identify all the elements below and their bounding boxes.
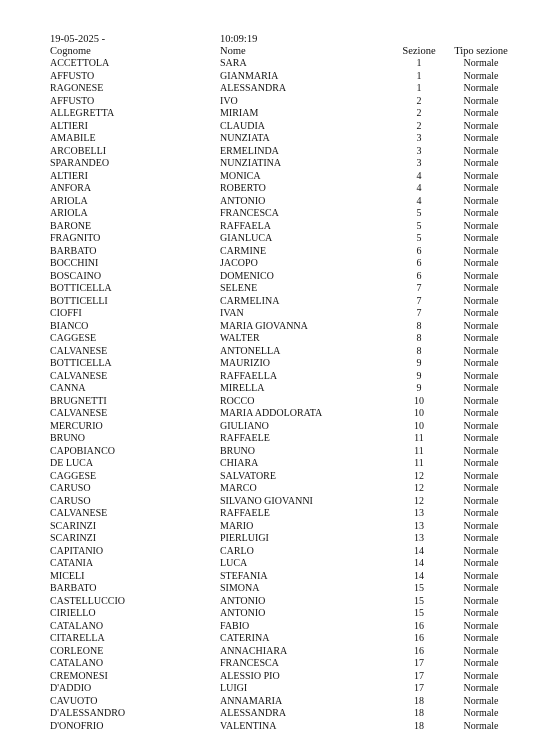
cell-cognome: SPARANDEO xyxy=(50,158,110,169)
cell-sezione: 9 xyxy=(416,383,422,394)
cell-nome: SILVANO GIOVANNI xyxy=(220,495,313,507)
print-date: 19-05-2025 - xyxy=(50,34,106,45)
cell-tipo-sezione: Normale xyxy=(463,658,499,669)
header-sezione: Sezione xyxy=(402,46,436,57)
table-row xyxy=(0,633,558,646)
cell-sezione: 1 xyxy=(416,58,422,69)
cell-nome: CARLO xyxy=(220,545,254,557)
cell-nome: FABIO xyxy=(220,620,250,632)
cell-cognome: CALVANESE xyxy=(50,345,108,357)
table-row xyxy=(0,83,558,96)
cell-sezione: 3 xyxy=(416,145,422,157)
table-row xyxy=(0,608,558,621)
cell-nome: MARCO xyxy=(220,483,257,494)
cell-cognome: CAGGESE xyxy=(50,470,97,482)
cell-nome: ERMELINDA xyxy=(220,145,279,157)
cell-tipo-sezione: Normale xyxy=(463,245,499,257)
cell-nome: ANTONIO xyxy=(220,195,266,207)
cell-cognome: D'ONOFRIO xyxy=(50,720,104,732)
cell-sezione: 8 xyxy=(416,333,422,344)
cell-nome: SALVATORE xyxy=(220,470,276,482)
cell-cognome: CITARELLA xyxy=(50,633,105,644)
cell-cognome: CARUSO xyxy=(50,483,91,494)
cell-nome: ALESSIO PIO xyxy=(220,670,280,682)
cell-cognome: CREMONESI xyxy=(50,670,108,682)
table-row xyxy=(0,558,558,571)
cell-sezione: 6 xyxy=(416,270,422,282)
cell-nome: CHIARA xyxy=(220,458,259,469)
cell-sezione: 14 xyxy=(414,558,424,569)
cell-nome: MARIA ADDOLORATA xyxy=(220,408,323,419)
cell-sezione: 2 xyxy=(416,108,422,119)
table-row xyxy=(0,58,558,71)
cell-nome: CARMINE xyxy=(220,245,267,257)
table-row xyxy=(0,296,558,309)
table-row xyxy=(0,171,558,184)
cell-sezione: 16 xyxy=(414,620,424,632)
cell-tipo-sezione: Normale xyxy=(463,608,499,619)
cell-sezione: 18 xyxy=(414,720,424,732)
cell-nome: SELENE xyxy=(220,283,258,294)
cell-sezione: 4 xyxy=(416,170,422,182)
cell-tipo-sezione: Normale xyxy=(463,95,499,107)
cell-nome: GIANMARIA xyxy=(220,70,279,82)
cell-cognome: ARCOBELLI xyxy=(50,145,107,157)
print-time: 10:09:19 xyxy=(220,34,258,45)
cell-cognome: DE LUCA xyxy=(50,458,94,469)
table-row xyxy=(0,196,558,209)
cell-nome: ALESSANDRA xyxy=(220,708,287,719)
table-row xyxy=(0,271,558,284)
cell-tipo-sezione: Normale xyxy=(463,120,499,132)
cell-cognome: CIOFFI xyxy=(50,308,82,319)
cell-cognome: BOTTICELLI xyxy=(50,295,108,307)
table-row xyxy=(0,658,558,671)
cell-cognome: CAPITANIO xyxy=(50,545,104,557)
table-row xyxy=(0,121,558,134)
cell-sezione: 2 xyxy=(416,120,422,132)
table-row xyxy=(0,146,558,159)
cell-nome: MAURIZIO xyxy=(220,358,270,369)
cell-cognome: BOCCHINI xyxy=(50,258,99,269)
cell-tipo-sezione: Normale xyxy=(463,108,499,119)
table-row xyxy=(0,333,558,346)
cell-nome: RAFFAELA xyxy=(220,220,271,232)
cell-tipo-sezione: Normale xyxy=(463,533,499,544)
cell-cognome: AMABILE xyxy=(50,133,96,144)
cell-sezione: 10 xyxy=(414,395,424,407)
cell-sezione: 14 xyxy=(414,570,424,582)
cell-tipo-sezione: Normale xyxy=(463,258,499,269)
cell-nome: RAFFAELE xyxy=(220,433,270,444)
cell-tipo-sezione: Normale xyxy=(463,83,499,94)
cell-sezione: 3 xyxy=(416,158,422,169)
table-row xyxy=(0,583,558,596)
table-header xyxy=(0,45,558,58)
table-row xyxy=(0,421,558,434)
cell-sezione: 11 xyxy=(414,445,424,457)
table-row xyxy=(0,183,558,196)
cell-nome: RAFFAELE xyxy=(220,508,270,519)
cell-cognome: BOTTICELLA xyxy=(50,358,112,369)
table-row xyxy=(0,696,558,709)
table-row xyxy=(0,571,558,584)
cell-sezione: 8 xyxy=(416,345,422,357)
cell-tipo-sezione: Normale xyxy=(463,333,499,344)
cell-nome: ANTONIO xyxy=(220,595,266,607)
cell-sezione: 17 xyxy=(414,658,424,669)
cell-cognome: CATALANO xyxy=(50,658,104,669)
cell-sezione: 10 xyxy=(414,420,424,432)
cell-tipo-sezione: Normale xyxy=(463,233,499,244)
header-tipo-sezione: Tipo sezione xyxy=(454,46,508,57)
cell-cognome: MERCURIO xyxy=(50,420,103,432)
table-row xyxy=(0,508,558,521)
cell-sezione: 8 xyxy=(416,320,422,332)
cell-tipo-sezione: Normale xyxy=(463,595,499,607)
cell-cognome: SCARINZI xyxy=(50,533,97,544)
cell-tipo-sezione: Normale xyxy=(463,220,499,232)
cell-cognome: BRUNO xyxy=(50,433,86,444)
cell-cognome: CALVANESE xyxy=(50,370,108,382)
cell-cognome: CALVANESE xyxy=(50,408,108,419)
cell-sezione: 2 xyxy=(416,95,422,107)
cell-nome: GIANLUCA xyxy=(220,233,273,244)
table-row xyxy=(0,546,558,559)
table-row xyxy=(0,433,558,446)
cell-tipo-sezione: Normale xyxy=(463,720,499,732)
cell-sezione: 12 xyxy=(414,495,424,507)
cell-cognome: ARIOLA xyxy=(50,208,88,219)
cell-tipo-sezione: Normale xyxy=(463,633,499,644)
table-row xyxy=(0,96,558,109)
header-cognome: Cognome xyxy=(50,46,91,57)
cell-tipo-sezione: Normale xyxy=(463,445,499,457)
table-row xyxy=(0,458,558,471)
cell-tipo-sezione: Normale xyxy=(463,195,499,207)
cell-sezione: 12 xyxy=(414,483,424,494)
cell-cognome: D'ALESSANDRO xyxy=(50,708,126,719)
cell-tipo-sezione: Normale xyxy=(463,70,499,82)
cell-tipo-sezione: Normale xyxy=(463,670,499,682)
cell-cognome: ARIOLA xyxy=(50,195,88,207)
cell-nome: VALENTINA xyxy=(220,720,277,732)
table-row xyxy=(0,108,558,121)
cell-sezione: 6 xyxy=(416,245,422,257)
cell-cognome: SCARINZI xyxy=(50,520,97,532)
cell-tipo-sezione: Normale xyxy=(463,358,499,369)
cell-nome: MIRELLA xyxy=(220,383,265,394)
cell-cognome: BOTTICELLA xyxy=(50,283,112,294)
cell-tipo-sezione: Normale xyxy=(463,483,499,494)
table-row xyxy=(0,408,558,421)
cell-tipo-sezione: Normale xyxy=(463,708,499,719)
cell-cognome: RAGONESE xyxy=(50,83,104,94)
cell-sezione: 15 xyxy=(414,583,424,594)
table-row xyxy=(0,371,558,384)
cell-cognome: FRAGNITO xyxy=(50,233,101,244)
cell-nome: MARIO xyxy=(220,520,254,532)
cell-sezione: 9 xyxy=(416,358,422,369)
table-row xyxy=(0,621,558,634)
cell-sezione: 7 xyxy=(416,283,422,294)
cell-sezione: 11 xyxy=(414,433,424,444)
cell-cognome: ALTIERI xyxy=(50,120,88,132)
table-row xyxy=(0,646,558,659)
cell-tipo-sezione: Normale xyxy=(463,345,499,357)
cell-tipo-sezione: Normale xyxy=(463,133,499,144)
cell-tipo-sezione: Normale xyxy=(463,383,499,394)
table-row xyxy=(0,671,558,684)
cell-nome: MARIA GIOVANNA xyxy=(220,320,308,332)
cell-nome: WALTER xyxy=(220,333,260,344)
cell-nome: DOMENICO xyxy=(220,270,274,282)
table-row xyxy=(0,321,558,334)
cell-cognome: AFFUSTO xyxy=(50,95,95,107)
cell-sezione: 15 xyxy=(414,595,424,607)
cell-sezione: 1 xyxy=(416,83,422,94)
table-row xyxy=(0,521,558,534)
cell-cognome: BARBATO xyxy=(50,245,97,257)
table-row xyxy=(0,496,558,509)
table-row xyxy=(0,133,558,146)
cell-sezione: 12 xyxy=(414,470,424,482)
cell-tipo-sezione: Normale xyxy=(463,308,499,319)
cell-nome: ANTONIO xyxy=(220,608,266,619)
cell-sezione: 17 xyxy=(414,683,424,694)
table-row xyxy=(0,283,558,296)
header-nome: Nome xyxy=(220,46,246,57)
cell-nome: ROBERTO xyxy=(220,183,266,194)
cell-tipo-sezione: Normale xyxy=(463,370,499,382)
cell-cognome: ACCETTOLA xyxy=(50,58,110,69)
cell-sezione: 5 xyxy=(416,220,422,232)
table-row xyxy=(0,683,558,696)
cell-tipo-sezione: Normale xyxy=(463,583,499,594)
table-row xyxy=(0,308,558,321)
cell-cognome: CIRIELLO xyxy=(50,608,96,619)
table-row xyxy=(0,471,558,484)
table-row xyxy=(0,533,558,546)
cell-sezione: 18 xyxy=(414,708,424,719)
table-row xyxy=(0,158,558,171)
cell-tipo-sezione: Normale xyxy=(463,645,499,657)
cell-sezione: 15 xyxy=(414,608,424,619)
cell-cognome: MICELI xyxy=(50,570,85,582)
cell-cognome: CAGGESE xyxy=(50,333,97,344)
cell-tipo-sezione: Normale xyxy=(463,545,499,557)
cell-tipo-sezione: Normale xyxy=(463,58,499,69)
cell-sezione: 13 xyxy=(414,520,424,532)
cell-cognome: CASTELLUCCIO xyxy=(50,595,125,607)
cell-tipo-sezione: Normale xyxy=(463,183,499,194)
cell-sezione: 10 xyxy=(414,408,424,419)
table-row xyxy=(0,358,558,371)
table-row xyxy=(0,446,558,459)
table-row xyxy=(0,596,558,609)
cell-tipo-sezione: Normale xyxy=(463,570,499,582)
cell-tipo-sezione: Normale xyxy=(463,520,499,532)
cell-nome: ALESSANDRA xyxy=(220,83,287,94)
cell-cognome: ALLEGRETTA xyxy=(50,108,115,119)
cell-tipo-sezione: Normale xyxy=(463,408,499,419)
cell-tipo-sezione: Normale xyxy=(463,145,499,157)
table-row xyxy=(0,396,558,409)
cell-sezione: 5 xyxy=(416,208,422,219)
cell-tipo-sezione: Normale xyxy=(463,695,499,707)
cell-tipo-sezione: Normale xyxy=(463,295,499,307)
cell-cognome: CAPOBIANCO xyxy=(50,445,116,457)
cell-sezione: 16 xyxy=(414,633,424,644)
cell-nome: MIRIAM xyxy=(220,108,259,119)
cell-sezione: 4 xyxy=(416,195,422,207)
table-row xyxy=(0,721,558,734)
cell-tipo-sezione: Normale xyxy=(463,420,499,432)
table-row xyxy=(0,708,558,721)
cell-nome: LUCA xyxy=(220,558,248,569)
cell-sezione: 6 xyxy=(416,258,422,269)
cell-nome: PIERLUIGI xyxy=(220,533,269,544)
table-row xyxy=(0,221,558,234)
cell-cognome: BARONE xyxy=(50,220,92,232)
cell-nome: IVO xyxy=(220,95,238,107)
cell-nome: ANNACHIARA xyxy=(220,645,288,657)
cell-tipo-sezione: Normale xyxy=(463,620,499,632)
cell-tipo-sezione: Normale xyxy=(463,495,499,507)
table-row xyxy=(0,346,558,359)
cell-tipo-sezione: Normale xyxy=(463,283,499,294)
cell-nome: MONICA xyxy=(220,170,261,182)
cell-tipo-sezione: Normale xyxy=(463,558,499,569)
cell-nome: SIMONA xyxy=(220,583,260,594)
cell-nome: CARMELINA xyxy=(220,295,280,307)
cell-sezione: 5 xyxy=(416,233,422,244)
cell-nome: JACOPO xyxy=(220,258,258,269)
cell-cognome: D'ADDIO xyxy=(50,683,92,694)
table-row xyxy=(0,71,558,84)
cell-nome: SARA xyxy=(220,58,247,69)
cell-cognome: ALTIERI xyxy=(50,170,88,182)
table-row xyxy=(0,233,558,246)
cell-sezione: 4 xyxy=(416,183,422,194)
cell-sezione: 13 xyxy=(414,508,424,519)
cell-cognome: CATANIA xyxy=(50,558,94,569)
cell-tipo-sezione: Normale xyxy=(463,208,499,219)
cell-nome: RAFFAELLA xyxy=(220,370,278,382)
cell-tipo-sezione: Normale xyxy=(463,683,499,694)
cell-sezione: 7 xyxy=(416,295,422,307)
cell-sezione: 11 xyxy=(414,458,424,469)
cell-nome: NUNZIATINA xyxy=(220,158,282,169)
cell-nome: FRANCESCA xyxy=(220,208,279,219)
cell-nome: IVAN xyxy=(220,308,244,319)
cell-nome: FRANCESCA xyxy=(220,658,279,669)
cell-tipo-sezione: Normale xyxy=(463,458,499,469)
table-row xyxy=(0,258,558,271)
table-row xyxy=(0,383,558,396)
cell-cognome: BOSCAINO xyxy=(50,270,102,282)
cell-cognome: BARBATO xyxy=(50,583,97,594)
cell-nome: STEFANIA xyxy=(220,570,268,582)
cell-nome: ROCCO xyxy=(220,395,255,407)
cell-cognome: CORLEONE xyxy=(50,645,104,657)
cell-tipo-sezione: Normale xyxy=(463,320,499,332)
cell-nome: LUIGI xyxy=(220,683,248,694)
cell-sezione: 14 xyxy=(414,545,424,557)
cell-tipo-sezione: Normale xyxy=(463,170,499,182)
cell-nome: GIULIANO xyxy=(220,420,269,432)
cell-sezione: 1 xyxy=(416,70,422,82)
cell-cognome: AFFUSTO xyxy=(50,70,95,82)
cell-sezione: 7 xyxy=(416,308,422,319)
cell-tipo-sezione: Normale xyxy=(463,470,499,482)
cell-cognome: BIANCO xyxy=(50,320,89,332)
cell-nome: CATERINA xyxy=(220,633,270,644)
cell-cognome: CANNA xyxy=(50,383,86,394)
cell-sezione: 16 xyxy=(414,645,424,657)
table-row xyxy=(0,208,558,221)
cell-tipo-sezione: Normale xyxy=(463,508,499,519)
cell-tipo-sezione: Normale xyxy=(463,395,499,407)
table-row xyxy=(0,483,558,496)
cell-nome: ANNAMARIA xyxy=(220,695,283,707)
cell-nome: ANTONELLA xyxy=(220,345,281,357)
cell-tipo-sezione: Normale xyxy=(463,270,499,282)
cell-nome: BRUNO xyxy=(220,445,256,457)
cell-cognome: CATALANO xyxy=(50,620,104,632)
cell-tipo-sezione: Normale xyxy=(463,433,499,444)
cell-sezione: 13 xyxy=(414,533,424,544)
cell-nome: CLAUDIA xyxy=(220,120,265,132)
cell-sezione: 3 xyxy=(416,133,422,144)
cell-sezione: 17 xyxy=(414,670,424,682)
cell-nome: NUNZIATA xyxy=(220,133,270,144)
cell-cognome: ANFORA xyxy=(50,183,92,194)
cell-cognome: CARUSO xyxy=(50,495,91,507)
cell-sezione: 9 xyxy=(416,370,422,382)
cell-cognome: CAVUOTO xyxy=(50,695,98,707)
table-row xyxy=(0,246,558,259)
cell-cognome: BRUGNETTI xyxy=(50,395,107,407)
cell-tipo-sezione: Normale xyxy=(463,158,499,169)
cell-sezione: 18 xyxy=(414,695,424,707)
cell-cognome: CALVANESE xyxy=(50,508,108,519)
